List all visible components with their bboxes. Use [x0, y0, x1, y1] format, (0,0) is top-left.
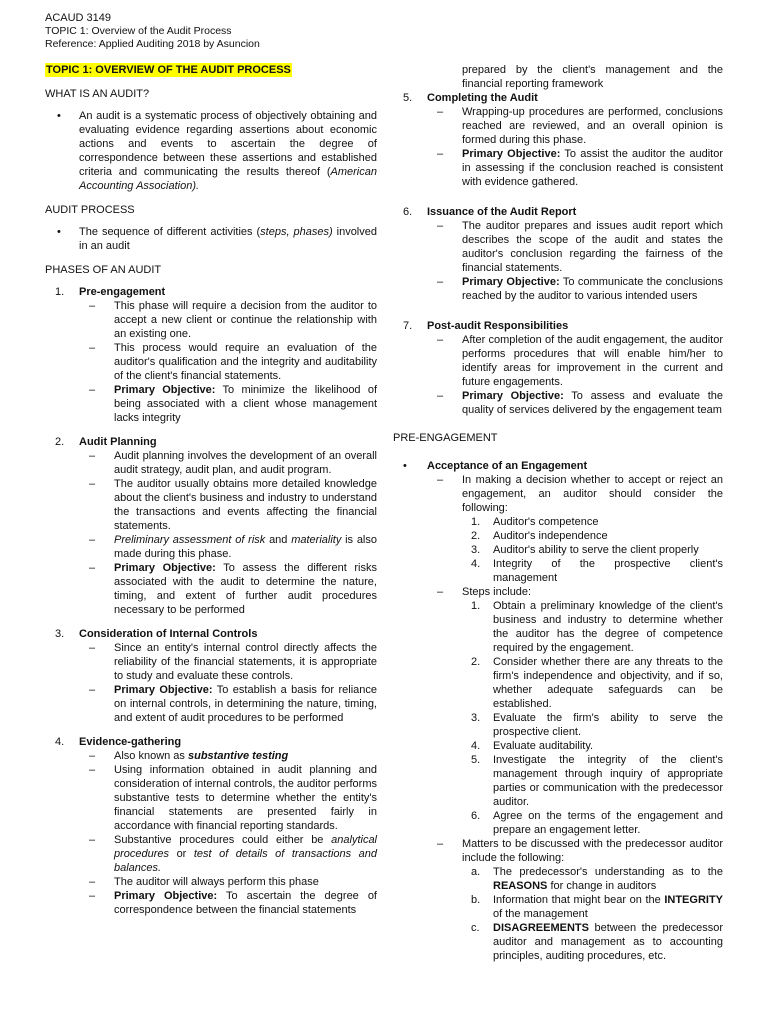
list-item: 3. Auditor's ability to serve the client properly [471, 544, 699, 556]
list-item: – Since an entity's internal control directly affects the reliability of the financial statements, it is appropriate to study and evaluate these controls. [89, 642, 377, 682]
list-item: – Matters to be discussed with the predecessor auditor include the following: [437, 838, 723, 864]
list-item: – This process would require an evaluation of the auditor's qualification and the integrity and auditability of the client's financial statements. [89, 342, 377, 382]
phase-2: 2. Audit Planning – Audit planning involves the development of an overall audit strategy, audit plan, and audit program. – The auditor usually obtains more detailed knowledge about the client's business and industry to understand the transactions and events affecting the financial statements. – Preliminary assessment of risk and materiality is also made during this phase. – Primary Objective: To assess the different risks associated with the audit to determine the nature, timing, and extent of further audit procedures necessary to be performed [45, 435, 377, 617]
left-column [45, 63, 377, 917]
course-code: ACAUD 3149 [45, 12, 112, 24]
bullet-glyph: • [57, 110, 61, 122]
objective: – Primary Objective: To ascertain the degree of correspondence between the financial statements [89, 890, 377, 916]
topic-line: TOPIC 1: Overview of the Audit Process [45, 25, 232, 37]
list-item: – After completion of the audit engagement, the auditor performs procedures that will enable him/her to identify areas for improvement in the current and future engagements. [437, 334, 723, 388]
list-item: a. The predecessor's understanding as to the REASONS for change in auditors [471, 866, 723, 892]
list-item: b. Information that might bear on the INTEGRITY of the management [471, 894, 723, 920]
list-item: – The auditor will always perform this phase [89, 876, 319, 888]
phases-heading: PHASES OF AN AUDIT [45, 264, 162, 276]
objective: – Primary Objective: To minimize the likelihood of being associated with a client whose management lacks integrity [89, 384, 378, 424]
phase-1: 1. Pre-engagement – This phase will require a decision from the auditor to accept a new client or continue the relationship with an existing one. – This process would require an evaluation of the auditor's qualification and the integrity and auditability of the client's financial statements. – Primary Objective: To minimize the likelihood of being associated with a client whose management lacks integrity [45, 285, 377, 425]
right-column [393, 63, 723, 963]
list-item: – Audit planning involves the development of an overall audit strategy, audit plan, and audit program. [89, 450, 377, 476]
list-item: – In making a decision whether to accept or reject an engagement, an auditor should consider the following: [437, 474, 723, 514]
list-item: 5. Investigate the integrity of the client's management through inquiry of appropriate parties or communication with the predecessor auditor. [471, 754, 723, 808]
list-item: – Wrapping-up procedures are performed, conclusions reached are reviewed, and an overall opinion is formed during this phase. [437, 106, 723, 146]
objective: – Primary Objective: To establish a basis for reliance on internal controls, in determining the nature, timing, and extent of audit procedures to be performed [89, 684, 377, 724]
list-item: 1. Auditor's competence [471, 516, 599, 528]
list-item: – Using information obtained in audit planning and consideration of internal controls, the auditor performs substantive tests to determine whether the entity's financial statements are presented fairly in accordance with financial reporting standards. [89, 764, 377, 832]
list-item: 3. Evaluate the firm's ability to serve the prospective client. [471, 712, 723, 738]
list-item: 1. Obtain a preliminary knowledge of the client's business and industry to determine whether the auditor has the degree of competence required by the engagement. [471, 600, 723, 654]
list-item: – Preliminary assessment of risk and materiality is also made during this phase. [89, 534, 377, 560]
citation: American Accounting Association [79, 166, 377, 192]
list-item: – Steps include: [437, 586, 532, 598]
phase-3: 3. Consideration of Internal Controls – Since an entity's internal control directly affects the reliability of the financial statements, it is appropriate to study and evaluate these controls. – Primary Objective: To establish a basis for reliance on internal controls, in determining the nature, timing, and extent of audit procedures to be performed [45, 627, 377, 725]
steps-list [393, 599, 723, 837]
list-item: 2. Auditor's independence [471, 530, 608, 542]
list-item: c. DISAGREEMENTS between the predecessor auditor and management as to accounting principles, auditing procedures, etc. [471, 922, 723, 962]
list-item: – Also known as substantive testing [89, 750, 289, 762]
phase-7: 7. Post-audit Responsibilities – After completion of the audit engagement, the auditor performs procedures that will enable him/her to identify areas for improvement in the current and future engagements. – Primary Objective: To assess and evaluate the quality of services delivered by the engagement team [393, 319, 723, 417]
phase-6: 6. Issuance of the Audit Report – The auditor prepares and issues audit report which describes the scope of the audit and states the auditor's conclusion regarding the fairness of the financial statements. – Primary Objective: To communicate the conclusions reached by the auditor to various intended users [393, 205, 723, 303]
objective: – Primary Objective: To assist the auditor the auditor in assessing if the conclusion reached is consistent with evidence gathered. [437, 148, 723, 188]
acceptance-section: • Acceptance of an Engagement – In making a decision whether to accept or reject an engagement, an auditor should consider the following: 1. Auditor's competence 2. Auditor's independence 3. Auditor's ability to serve the client properly 4. Integrity of the prospective client's management – Steps include: 1. Obtain a preliminary knowledge of the client's business and industry to determine whether the auditor has the degree of competence required by the engagement. 2. Consider whether there are any threats to the firm's independence and objectivity, and if so, whether adequate safeguards can be established. 3. Evaluate the firm's ability to serve the prospective client. 4. Evaluate auditability. 5. Investigate the integrity of the client's management through inquiry of appropriate parties or communication with the predecessor auditor. 6. Agree on the terms of the engagement and prepare an engagement letter. – Matters to be discussed with the predecessor auditor include the following: a. The predecessor's understanding as to the REASONS for change in auditors b. Information that might bear on the INTEGRITY of the management c. DISAGREEMENTS between the predecessor auditor and management as to accounting principles, auditing procedures, etc. [393, 459, 723, 963]
objective: – Primary Objective: To communicate the conclusions reached by the auditor to various intended users [437, 276, 723, 302]
phase-5: 5. Completing the Audit – Wrapping-up procedures are performed, conclusions reached are reviewed, and an overall opinion is formed during this phase. – Primary Objective: To assist the auditor the auditor in assessing if the conclusion reached is consistent with evidence gathered. [393, 91, 723, 189]
process-bullet: • The sequence of different activities (steps, phases) involved in an audit [57, 226, 377, 252]
phase-4: 4. Evidence-gathering – Also known as substantive testing – Using information obtained in audit planning and consideration of internal controls, the auditor performs substantive tests to determine whether the entity's financial statements are presented fairly in accordance with financial reporting standards. – Substantive procedures could either be analytical procedures or test of details of transactions and balances. – The auditor will always perform this phase – Primary Objective: To ascertain the degree of correspondence between the financial statements [45, 735, 377, 917]
list-item: – The auditor usually obtains more detailed knowledge about the client's business and industry to understand the transactions and events affecting the financial statements. [89, 478, 377, 532]
list-item: 2. Consider whether there are any threats to the firm's independence and objectivity, and if so, whether adequate safeguards can be established. [471, 656, 723, 710]
list-item: – This phase will require a decision from the auditor to accept a new client or continue the relationship with an existing one. [89, 300, 377, 340]
page-header [45, 12, 260, 51]
phase-4-continued: prepared by the client's management and the financial reporting framework [462, 64, 723, 90]
objective: – Primary Objective: To assess the different risks associated with the audit to determine the nature, timing, and extent of further audit procedures necessary to be performed [89, 562, 377, 616]
list-item: 6. Agree on the terms of the engagement and prepare an engagement letter. [471, 810, 723, 836]
reference-line: Reference: Applied Auditing 2018 by Asuncion [45, 38, 260, 50]
list-item: – Substantive procedures could either be analytical procedures or test of details of transactions and balances. [89, 834, 377, 874]
objective: – Primary Objective: To assess and evaluate the quality of services delivered by the engagement team [437, 390, 724, 416]
topic-title: TOPIC 1: OVERVIEW OF THE AUDIT PROCESS [46, 64, 291, 76]
bullet-glyph: • [57, 226, 61, 238]
process-heading: AUDIT PROCESS [45, 204, 135, 216]
what-heading: WHAT IS AN AUDIT? [45, 88, 150, 100]
list-item: 4. Integrity of the prospective client's management [471, 558, 723, 584]
list-item: – The auditor prepares and issues audit report which describes the scope of the audit and states the auditor's conclusion regarding the fairness of the financial statements. [437, 220, 723, 274]
what-bullet: • An audit is a systematic process of objectively obtaining and evaluating evidence regarding assertions about economic actions and events to ascertain the degree of correspondence between these assertions and established criteria and communicating the results thereof (American Accounting Association). [57, 110, 377, 192]
pre-engagement-heading: PRE-ENGAGEMENT [393, 432, 498, 444]
consider-list [393, 515, 723, 585]
list-item: 4. Evaluate auditability. [471, 740, 594, 752]
